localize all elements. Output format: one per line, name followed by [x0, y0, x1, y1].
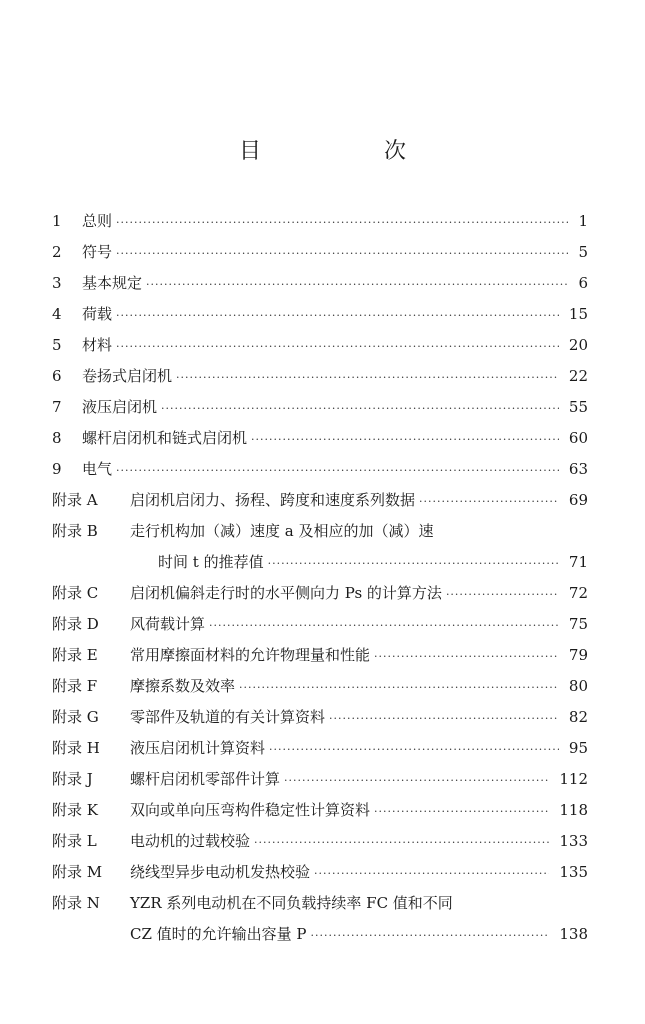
- toc-entry-appendix-e[interactable]: [0, 640, 645, 670]
- toc-label: 摩擦系数及效率: [130, 677, 236, 695]
- toc-entry-appendix-h[interactable]: [0, 733, 645, 763]
- toc-label: 荷载: [82, 305, 113, 323]
- dot-leader: [374, 642, 559, 672]
- dot-leader: [314, 859, 549, 889]
- dot-leader: [446, 580, 559, 610]
- toc-number: 附录 K: [52, 801, 98, 819]
- toc-page-number: 71: [568, 553, 588, 571]
- dot-leader: [311, 921, 549, 951]
- toc-number: 3: [52, 274, 62, 292]
- toc-page-number: 63: [568, 460, 588, 478]
- toc-page-number: 82: [568, 708, 588, 726]
- toc-entry-5[interactable]: [0, 330, 645, 360]
- toc-page-number: 55: [568, 398, 588, 416]
- toc-label: YZR 系列电动机在不同负载持续率 FC 值和不同: [130, 894, 453, 912]
- toc-label: 启闭机偏斜走行时的水平侧向力 Ps 的计算方法: [130, 584, 442, 602]
- dot-leader: [116, 239, 568, 269]
- toc-number: 2: [52, 243, 62, 261]
- toc-page-number: 6: [578, 274, 588, 292]
- toc-page-number: 79: [568, 646, 588, 664]
- toc-entry-appendix-g[interactable]: [0, 702, 645, 732]
- toc-number: 附录 L: [52, 832, 97, 850]
- toc-label: 风荷载计算: [130, 615, 206, 633]
- toc-entry-appendix-d[interactable]: [0, 609, 645, 639]
- toc-entry-appendix-n[interactable]: [0, 888, 645, 918]
- toc-label: 双向或单向压弯构件稳定性计算资料: [130, 801, 371, 819]
- toc-page-number: 112: [559, 770, 588, 788]
- toc-label: 螺杆启闭机和链式启闭机: [82, 429, 248, 447]
- toc-entry-appendix-b[interactable]: [0, 516, 645, 546]
- dot-leader: [254, 828, 549, 858]
- toc-label: 绕线型异步电动机发热校验: [130, 863, 311, 881]
- toc-entry-appendix-c[interactable]: [0, 578, 645, 608]
- dot-leader: [269, 735, 559, 765]
- toc-page-number: 72: [568, 584, 588, 602]
- dot-leader: [419, 487, 559, 517]
- toc-entry-appendix-m[interactable]: [0, 857, 645, 887]
- dot-leader: [239, 673, 559, 703]
- toc-number: 4: [52, 305, 62, 323]
- toc-label: 走行机构加（减）速度 a 及相应的加（减）速: [130, 522, 434, 540]
- toc-page-number: 69: [568, 491, 588, 509]
- toc-label: 材料: [82, 336, 113, 354]
- toc-label: 启闭机启闭力、扬程、跨度和速度系列数据: [130, 491, 416, 509]
- toc-entry-appendix-l[interactable]: [0, 826, 645, 856]
- toc-number: 附录 G: [52, 708, 99, 726]
- toc-number: 附录 E: [52, 646, 98, 664]
- toc-number: 附录 C: [52, 584, 99, 602]
- toc-entry-7[interactable]: [0, 392, 645, 422]
- toc-label: 液压启闭机计算资料: [130, 739, 266, 757]
- toc-number: 1: [52, 212, 62, 230]
- toc-entry-6[interactable]: [0, 361, 645, 391]
- toc-page-number: 80: [568, 677, 588, 695]
- toc-number: 6: [52, 367, 62, 385]
- dot-leader: [116, 301, 559, 331]
- toc-label: 螺杆启闭机零部件计算: [130, 770, 281, 788]
- dot-leader: [268, 549, 559, 579]
- toc-page-number: 5: [578, 243, 588, 261]
- dot-leader: [161, 394, 559, 424]
- toc-entry-appendix-f[interactable]: [0, 671, 645, 701]
- toc-page-number: 138: [559, 925, 588, 943]
- dot-leader: [329, 704, 559, 734]
- toc-entry-appendix-n-cont[interactable]: [0, 919, 645, 949]
- toc-label: CZ 值时的允许输出容量 P: [130, 925, 307, 943]
- toc-label: 总则: [82, 212, 113, 230]
- toc-entry-appendix-a[interactable]: [0, 485, 645, 515]
- toc-label: 时间 t 的推荐值: [158, 553, 264, 571]
- toc-entry-appendix-b-cont[interactable]: [0, 547, 645, 577]
- dot-leader: [209, 611, 559, 641]
- toc-page-number: 22: [568, 367, 588, 385]
- toc-label: 符号: [82, 243, 113, 261]
- toc-number: 附录 F: [52, 677, 98, 695]
- toc-page-number: 118: [559, 801, 588, 819]
- toc-page-number: 75: [568, 615, 588, 633]
- toc-entry-appendix-k[interactable]: [0, 795, 645, 825]
- toc-number: 8: [52, 429, 62, 447]
- toc-entry-4[interactable]: [0, 299, 645, 329]
- dot-leader: [116, 208, 568, 238]
- toc-page-number: 15: [568, 305, 588, 323]
- toc-label: 液压启闭机: [82, 398, 158, 416]
- dot-leader: [146, 270, 568, 300]
- toc-number: 附录 H: [52, 739, 100, 757]
- toc-entry-8[interactable]: [0, 423, 645, 453]
- toc-page-number: 20: [568, 336, 588, 354]
- toc-entry-9[interactable]: [0, 454, 645, 484]
- dot-leader: [176, 363, 559, 393]
- toc-page-number: 60: [568, 429, 588, 447]
- toc-label: 卷扬式启闭机: [82, 367, 173, 385]
- toc-number: 5: [52, 336, 62, 354]
- toc-number: 附录 N: [52, 894, 100, 912]
- toc-page-number: 1: [578, 212, 588, 230]
- dot-leader: [116, 332, 559, 362]
- toc-page-number: 133: [559, 832, 588, 850]
- toc-label: 常用摩擦面材料的允许物理量和性能: [130, 646, 371, 664]
- toc-entry-3[interactable]: [0, 268, 645, 298]
- toc-entry-2[interactable]: [0, 237, 645, 267]
- toc-number: 7: [52, 398, 62, 416]
- toc-number: 9: [52, 460, 62, 478]
- toc-label: 电气: [82, 460, 113, 478]
- toc-entry-appendix-j[interactable]: [0, 764, 645, 794]
- dot-leader: [116, 456, 559, 486]
- toc-label: 电动机的过载校验: [130, 832, 251, 850]
- toc-number: 附录 A: [52, 491, 98, 509]
- toc-label: 基本规定: [82, 274, 143, 292]
- toc-number: 附录 D: [52, 615, 99, 633]
- dot-leader: [374, 797, 549, 827]
- toc-label: 零部件及轨道的有关计算资料: [130, 708, 326, 726]
- page-title: 目 次: [239, 139, 464, 164]
- dot-leader: [251, 425, 559, 455]
- toc-entry-1[interactable]: [0, 206, 645, 236]
- toc-number: 附录 B: [52, 522, 98, 540]
- toc-page-number: 95: [568, 739, 588, 757]
- toc-number: 附录 J: [52, 770, 93, 788]
- toc-page-number: 135: [559, 863, 588, 881]
- dot-leader: [284, 766, 549, 796]
- toc-number: 附录 M: [52, 863, 103, 881]
